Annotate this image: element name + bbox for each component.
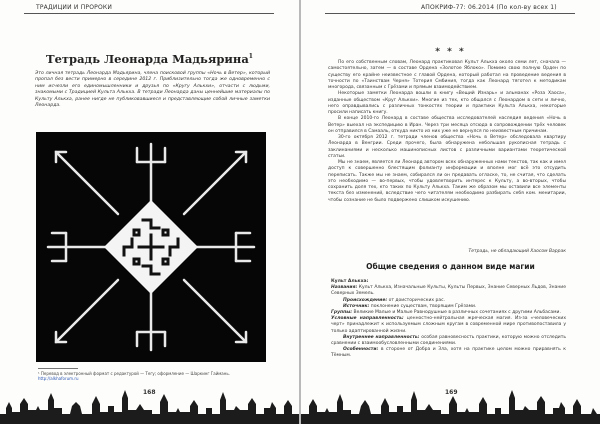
definitions-block [331, 279, 566, 360]
footnote [38, 371, 268, 381]
definition-term: Происхождение: [343, 297, 388, 303]
definition-item [331, 316, 566, 335]
definition-item [331, 347, 566, 359]
right-header-rule [325, 13, 575, 14]
paragraph: По его собственным словам, Леонард практиковал Культ Алькха около семи лет, сначала — самостоятельно, затем — в составе Ордена «Золотое Яблоко». Помимо свою полную Орден по существу его крайне неизвестное с главой Ордена, который работал на проведение ведения в точности по «Таинствам Черня» Тотерия Смбиния, тогда как Леонард тяготел к методикам многорода, связанным с Грёзами и прямым взаимодействием. [328, 60, 566, 90]
main-text [328, 60, 566, 204]
paragraph: Некоторые заметки Леонарда вошли в книгу «Вещий Изнарь» и альманах «Роза Хаоса», изданные обществом «Круг Алькхи». Многие из тех, кто общался с Леонардом в сети и лично, него оправдывались с различных тонкостях теории и практики Культа Алькха, некоторые просили написать книгу. [328, 91, 566, 115]
section-separator: * * * [435, 47, 466, 57]
definition-text: Великие Малые и Малые Равнодушные в различных сочетаниях с другими Альбасами. [353, 310, 561, 316]
paragraph: Мы не знаем, является ли Леонард автором всех обнаруженных нами текстов, так как и имел доступ к совершенно блестящим фолианту информации и вполне мог всё это отсудить переписать. Также мы не знаем, собирался ли он предавать огласке, то, не считая, что сделать это необходимо — во-первых, чтобы удовлетворить интерес к Культу, а во-вторых, чтобы сохранить доля тех, кто таких по Культу Алькха. Таким же образом мы оставили все элементы текста без изменений, вследствие чего читателям необходимо разбирать себя ком. менитарии, чтобы сознание не было подвержено слишком искушению. [328, 160, 566, 203]
definition-term: Источник: [343, 303, 370, 309]
paragraph: В конце 2010-го Леонард в составе общества исследователей наследия ведения «Ночь в Ветер» выехал на экспедицию в Иран. Через три месяца отсюда в сопровождении трёх человек он отправился в Самааль, откуда никто из них уже не вернулся по неизвестным причинам. [328, 116, 566, 134]
definition-text: от доисторических рас. [388, 297, 445, 303]
definition-text: ценностно-нейтральная жреческая магия. Из-за «человеческих черт» принадлежит к используемым сложным кругам в современной мире противопоставила у только адаптированной жизни. [331, 316, 566, 334]
definition-term: Названия: [331, 285, 358, 291]
left-page [0, 0, 299, 424]
alkha-sigil [36, 132, 266, 362]
left-running-header: ТРАДИЦИИ И ПРОРОКИ [36, 4, 113, 11]
footnote-text: ¹ Перевод в электронный формат с редактурой — Тегу; оформление — Шаркинг Гаймань. [38, 371, 230, 376]
definition-term: Особенности: [343, 347, 379, 353]
definition-text: особая равновесность практики, которую можно отследить сравнении с взаимообусловленными соединениями. [331, 334, 567, 347]
city-skyline-left [0, 384, 299, 424]
definition-term: Группы: [331, 310, 353, 316]
definition-item [331, 335, 566, 347]
definition-term: Условные направленность: [331, 316, 404, 322]
footnote-rule [38, 368, 78, 369]
title-footnote-mark: 1 [248, 53, 253, 61]
page-number-right: 169 [445, 389, 458, 396]
signature: Тетрадь, не обладающий Хаосом Варрак [468, 249, 566, 254]
section-title: Общие сведения о данном виде магии [366, 262, 535, 271]
city-skyline-right [301, 384, 600, 424]
left-header-rule [24, 13, 274, 14]
paragraph: 30-го октября 2012 г. тетради членов общества «Ночь в Ветер» обследовала квартиру Леонарда в Венгрии. Среди прочего, была обнаружена небольшая рукописная тетрадь с заклинаниями и несколько машинописных листов с различными вариантами теоретической статьи. [328, 135, 566, 159]
definition-text: Культ Алькха, Изначальные Культы, Культы Первых, Знание Северных Льдов, Знание Северных Земель. [331, 285, 566, 297]
intro-paragraph: Это личная тетрадь Леонарда Мадьярина, члена поисковой группы «Ночь в Ветер», который пропал без вести примерно в середине 2012 г. Приблизительно тогда же одновременно с ним исчезли его единомышленники и друзья по «Кругу Алькхи», отчасти с людьми, знакомыми с Традицией Культа Алькха. В тетради Леонарда даны ценнейшие материалы по Культу Алькха, ранее нигде не публиковавшиеся и представляющие собой личные заметки Леонарда. [35, 71, 270, 109]
page-number-left: 168 [143, 389, 156, 396]
page-title [0, 52, 299, 66]
page-title-text: Тетрадь Леонарда Мадьярина [46, 52, 249, 66]
definition-text: поклонение существам, творящим Грёзами. [370, 303, 477, 309]
definition-item [331, 285, 566, 297]
definition-text: в стороне от Добра и Зла, хотя на практике целом можно приравнять к Тёмным. [331, 347, 566, 359]
right-page [301, 0, 600, 424]
right-running-header: АПОКРИФ-77: 06.2014 (По кол-ву всех 1) [421, 4, 557, 11]
definition-term: Внутреннее направленность: [343, 334, 420, 340]
cult-label: Культ Алькха: [331, 279, 369, 284]
footnote-link[interactable]: http://alkhaforum.ru [38, 376, 79, 382]
